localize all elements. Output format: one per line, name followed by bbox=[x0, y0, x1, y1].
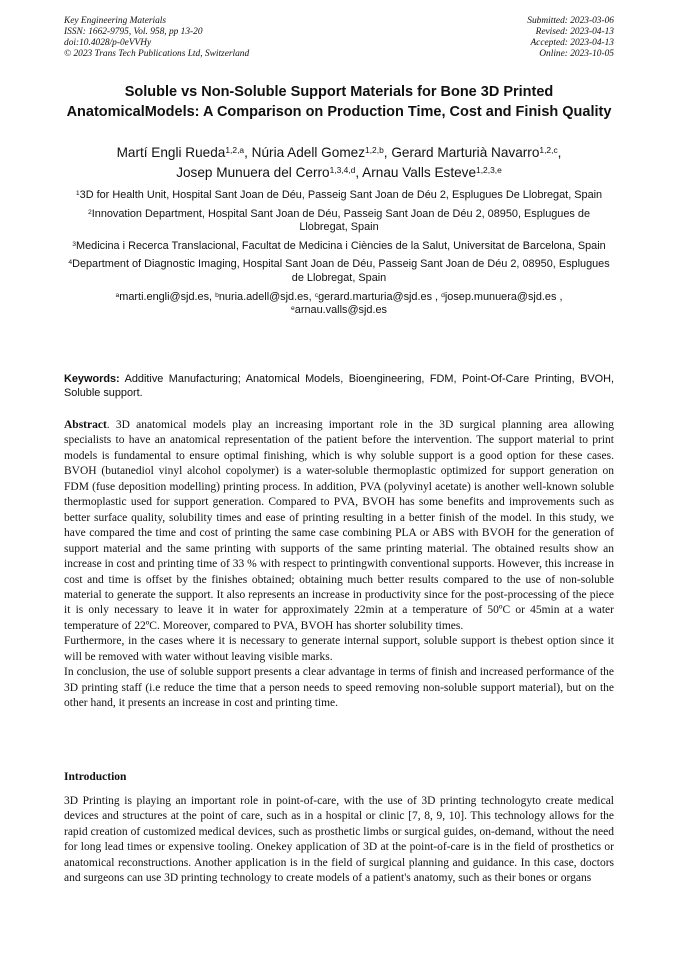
author: Arnau Valls Esteve$^{1,2,3,e}$ bbox=[362, 165, 502, 180]
affiliations bbox=[64, 189, 614, 318]
author: Núria Adell Gomez$^{1,2,b}$, bbox=[251, 145, 392, 160]
section-heading-introduction: Introduction bbox=[64, 771, 127, 783]
accepted-date: Accepted: 2023-04-13 bbox=[530, 38, 614, 48]
issn-line: ISSN: 1662-9795, Vol. 958, pp 13-20 bbox=[64, 27, 203, 37]
abstract bbox=[64, 418, 614, 712]
affiliation: $^2$Innovation Department, Hospital Sant Joan de Déu, Passeig Sant Joan de Déu 2, 08950, Esplugues de Llobregat, Spain bbox=[87, 207, 591, 234]
author: Gerard Marturià Navarro$^{1,2,c}$, bbox=[391, 145, 562, 160]
affiliation: $^4$Department of Diagnostic Imaging, Hospital Sant Joan de Déu, Passeig Sant Joan de Déu 2, 08950, Esplugues de Llobregat, Spain bbox=[68, 258, 610, 284]
affiliation: $^1$3D for Health Unit, Hospital Sant Joan de Déu, Passeig Sant Joan de Déu 2, Esplugues De Llobregat, Spain bbox=[75, 189, 603, 201]
introduction-body bbox=[64, 794, 614, 887]
email[interactable]: $^c$gerard.marturia@sjd.es bbox=[314, 290, 433, 303]
copyright-line: © 2023 Trans Tech Publications Ltd, Switzerland bbox=[64, 49, 250, 59]
journal-name: Key Engineering Materials bbox=[64, 16, 167, 26]
journal-header bbox=[64, 16, 249, 60]
author: Martí Engli Rueda$^{1,2,a}$, bbox=[116, 145, 252, 160]
keywords-text: Additive Manufacturing; Anatomical Models, Bioengineering, FDM, Point-Of-Care Printing, BVOH, Soluble support. bbox=[64, 373, 614, 400]
paper-title: Soluble vs Non-Soluble Support Materials for Bone 3D Printed AnatomicalModels: A Comparison on Production Time, Cost and Finish Quality bbox=[66, 84, 612, 120]
email[interactable]: $^b$nuria.adell@sjd.es bbox=[215, 290, 309, 303]
email-list: $^a$marti.engli@sjd.es, $^b$nuria.adell@sjd.es, $^c$gerard.marturia@sjd.es , $^d$josep.munuera@sjd.es , $^e$arnau.valls@sjd.es bbox=[115, 290, 563, 317]
abstract-label: Abstract bbox=[64, 419, 107, 431]
revised-date: Revised: 2023-04-13 bbox=[535, 27, 614, 37]
doi-line[interactable]: doi:10.4028/p-0eVVHy bbox=[64, 38, 152, 48]
author: Josep Munuera del Cerro$^{1,3,4,d}$, bbox=[176, 165, 363, 180]
email[interactable]: $^a$marti.engli@sjd.es bbox=[115, 290, 210, 303]
introduction-paragraph: 3D Printing is playing an important role in point-of-care, with the use of 3D printing technologyto create medical devices and structures at the point of care, such as in a hospital or clinic [7, 8, 9, 10]. This technology allows for the rapid creation of customized medical devices, such as prosthetic limbs or surgical guides, on-demand, without the need for long lead times or expensive tooling. Onekey application of 3D at the point-of-care is in the field of prosthetics or anatomical reconstructions. Another application is in the field of surgical planning and guidance. In this case, doctors and surgeons can use 3D printing technology to create models of a patient's anatomy, such as their bones or organs bbox=[64, 795, 614, 885]
abstract-paragraph: In conclusion, the use of soluble support presents a clear advantage in terms of finish and increased performance of the 3D printing staff (i.e reduce the time that a person needs to speed removing non-soluble support material), but on the other hand, it presents an increase in cost and printing time. bbox=[64, 666, 614, 710]
submitted-date: Submitted: 2023-03-06 bbox=[527, 16, 614, 26]
email[interactable]: $^e$arnau.valls@sjd.es bbox=[291, 304, 387, 317]
online-date: Online: 2023-10-05 bbox=[539, 49, 614, 59]
affiliation: $^3$Medicina i Recerca Translacional, Facultat de Medicina i Ciències de la Salut, Universitat de Barcelona, Spain bbox=[72, 239, 606, 252]
email[interactable]: $^d$josep.munuera@sjd.es bbox=[441, 290, 557, 303]
dates-header bbox=[527, 16, 614, 60]
abstract-paragraph: Furthermore, in the cases where it is necessary to generate internal support, soluble support is thebest option since it will be removed with water without leaving visible marks. bbox=[64, 635, 614, 663]
keywords bbox=[64, 372, 614, 400]
keywords-label: Keywords: bbox=[64, 373, 120, 385]
author-list bbox=[40, 143, 638, 183]
abstract-paragraph: Abstract. 3D anatomical models play an increasing important role in the 3D surgical planning area allowing specialists to have an anatomical representation of the patient before the intervention. The support material to print models is fundamental to ensure optimal finishing, which is why soluble support is a good option for these cases. BVOH (butanediol vinyl alcohol copolymer) is a water-soluble thermoplastic optimized for support generation on FDM (fuse deposition modelling) printing process. In addition, PVA (polyvinyl acetate) is another well-known soluble thermoplastic used for support generation. Compared to PVA, BVOH has some benefits and improvements such as better surface quality, solubility times and ease of printing resulting in a better finish of the model. In this study, we have compared the time and cost of printing the same case combining PLA or ABS with BVOH for the generation of support material and the same printing with supports of the same printing material. The obtained results show an increase in cost and printing time of 33 % with respect to printingwith conventional supports. However, this increase in cost and time is offset by the finishes obtained; obtaining much better results compared to the use of non-soluble material to generate the support. It also represents an increase in productivity since for the post-processing of the piece it is only necessary to leave it in water for approximately 22min at a temperature of 50ºC or 45min at a water temperature of 22ºC. Moreover, compared to PVA, BVOH has shorter solubility times. bbox=[64, 419, 614, 632]
